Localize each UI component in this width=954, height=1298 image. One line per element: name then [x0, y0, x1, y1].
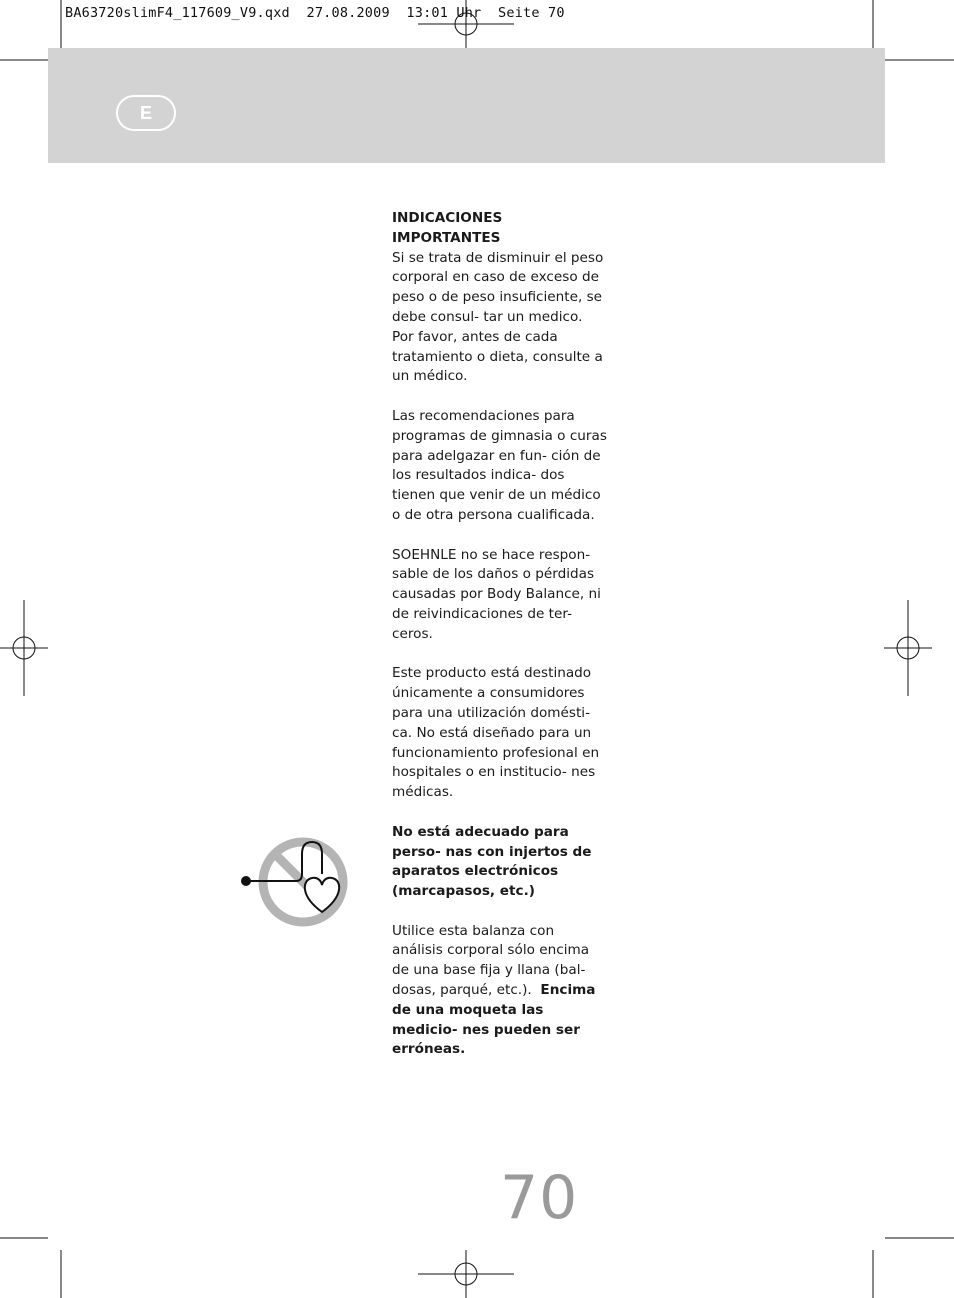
no-pacemaker-icon [238, 834, 353, 932]
important-notes-column [392, 209, 608, 1080]
print-slug: BA63720slimF4_117609_V9.qxd 27.08.2009 13:01 Uhr Seite 70 [65, 5, 565, 21]
paragraph-pacemaker-warning: No está adecuado para perso- nas con injertos de aparatos electrónicos (marcapasos, etc.) [392, 823, 592, 900]
paragraph-medical-advice: Si se trata de disminuir el peso corporal en caso de exceso de peso o de peso insuficiente, se debe consul- tar un medico. Por favor, antes de cada tratamiento o dieta, consulte a un médico. [392, 249, 604, 385]
registration-mark-icon [418, 0, 514, 48]
paragraph-surface-note [392, 922, 608, 1061]
registration-mark-icon [0, 600, 48, 696]
surface-note-normal: Utilice esta balanza con análisis corporal sólo encima de una base fija y llana (bal- dosas, parqué, etc.). [392, 922, 590, 999]
page-number: 70 [500, 1163, 579, 1233]
section-heading-line: INDICACIONES [392, 210, 503, 226]
section-heading-line: IMPORTANTES [392, 229, 501, 246]
language-badge: E [116, 95, 176, 131]
paragraph-domestic-use: Este producto está destinado únicamente a consumidores para una utilización domésti- ca. No está diseñado para un funcionamiento profesional en hospitales o en institucio- nes médicas. [392, 665, 600, 801]
paragraph-recommendations: Las recomendaciones para programas de gimnasia o curas para adelgazar en fun- ción de los resultados indica- dos tienen que venir de un médico o de otra persona cualificada. [392, 407, 607, 523]
registration-mark-icon [418, 1250, 514, 1298]
surface-note-bold: Encima de una moqueta las medicio- nes pueden ser erróneas. [392, 982, 596, 1058]
registration-mark-icon [884, 600, 932, 696]
paragraph-liability: SOEHNLE no se hace respon- sable de los daños o pérdidas causadas por Body Balance, ni de reivindicaciones de ter- ceros. [392, 546, 601, 642]
